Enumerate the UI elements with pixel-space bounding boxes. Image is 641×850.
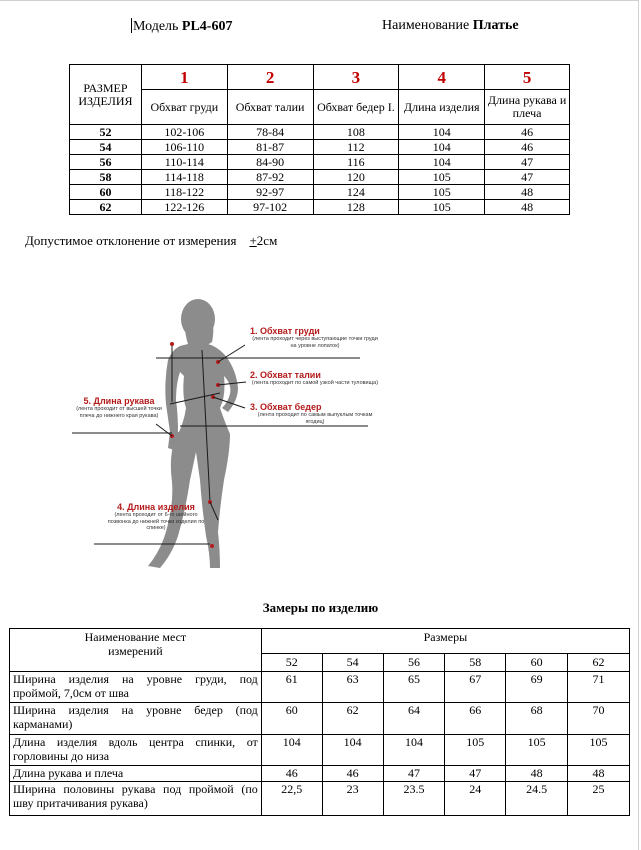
- measure-value-cell: 69: [506, 672, 568, 703]
- size-value-cell: 81-87: [227, 140, 313, 155]
- size-header-cell: 58: [445, 653, 506, 671]
- annotation-hips: [250, 402, 380, 425]
- size-table-body: [70, 125, 570, 215]
- measure-name-cell: Длина изделия вдоль центра спинки, от горловины до низа: [10, 735, 262, 766]
- column-number: 1: [141, 65, 227, 90]
- measure-name-cell: Ширина изделия на уровне груди, под проймой, 7,0см от шва: [10, 672, 262, 703]
- measure-value-cell: 47: [383, 766, 445, 782]
- size-value-cell: 124: [313, 185, 399, 200]
- size-row: [70, 170, 570, 185]
- size-value-cell: 87-92: [227, 170, 313, 185]
- measure-value-cell: 61: [261, 672, 322, 703]
- measure-value-cell: 62: [322, 703, 383, 735]
- measure-row: [10, 672, 630, 703]
- size-value-cell: 92-97: [227, 185, 313, 200]
- annotation-description: (лента проходит от 6-го шейного позвонка до нижней точки изделия по спинке): [107, 512, 205, 531]
- measure-value-cell: 66: [445, 703, 506, 735]
- column-header: Обхват бедер I.: [313, 90, 399, 125]
- size-row: [70, 125, 570, 140]
- size-value-cell: 118-122: [141, 185, 227, 200]
- annotation-title: 5. Длина рукава: [83, 396, 155, 406]
- annotation-description: (лента проходит по самым выпуклым точкам ягодиц): [257, 412, 373, 425]
- size-value-cell: 46: [485, 125, 570, 140]
- size-header-cell: 54: [322, 653, 383, 671]
- measure-value-cell: 48: [506, 766, 568, 782]
- model-header: [131, 18, 232, 35]
- size-row: [70, 200, 570, 215]
- measure-value-cell: 70: [568, 703, 630, 735]
- size-value-cell: 47: [485, 155, 570, 170]
- measure-value-cell: 48: [568, 766, 630, 782]
- measure-value-cell: 105: [568, 735, 630, 766]
- size-value-cell: 106-110: [141, 140, 227, 155]
- annotation-title: 4. Длина изделия: [117, 502, 195, 512]
- size-value-cell: 102-106: [141, 125, 227, 140]
- size-header-cell: 52: [261, 653, 322, 671]
- measure-value-cell: 68: [506, 703, 568, 735]
- size-value-cell: 78-84: [227, 125, 313, 140]
- annotation-description: (лента проходит по самой узкой части туловища): [251, 380, 379, 386]
- size-row: [70, 155, 570, 170]
- size-cell: 60: [70, 185, 142, 200]
- size-cell: 58: [70, 170, 142, 185]
- size-value-cell: 114-118: [141, 170, 227, 185]
- sizes-label: Размеры: [261, 629, 629, 654]
- measure-value-cell: 24.5: [506, 782, 568, 816]
- size-value-cell: 84-90: [227, 155, 313, 170]
- measures-corner-label: Наименование мест измерений: [10, 629, 262, 672]
- measure-name-cell: Ширина половины рукава под проймой (по шву притачивания рукава): [10, 782, 262, 816]
- size-row: [70, 140, 570, 155]
- annotation-title: 2. Обхват талии: [250, 370, 321, 380]
- measures-table-body: [10, 672, 630, 816]
- annotation-sleeve: [74, 396, 164, 419]
- annotation-title: 3. Обхват бедер: [250, 402, 322, 412]
- size-value-cell: 108: [313, 125, 399, 140]
- measure-value-cell: 104: [261, 735, 322, 766]
- size-cell: 52: [70, 125, 142, 140]
- column-header: Обхват талии: [227, 90, 313, 125]
- size-value-cell: 105: [399, 185, 485, 200]
- tolerance-plus-minus: +: [249, 233, 257, 248]
- annotation-waist: [250, 370, 380, 387]
- measure-name-cell: Ширина изделия на уровне бедер (под карманами): [10, 703, 262, 735]
- size-cell: 62: [70, 200, 142, 215]
- column-header: Обхват груди: [141, 90, 227, 125]
- tolerance-value: 2см: [256, 233, 278, 248]
- name-header: [382, 18, 519, 34]
- column-number: 4: [399, 65, 485, 90]
- size-value-cell: 104: [399, 140, 485, 155]
- size-value-cell: 104: [399, 125, 485, 140]
- size-value-cell: 122-126: [141, 200, 227, 215]
- measure-value-cell: 22,5: [261, 782, 322, 816]
- size-header-cell: 62: [568, 653, 630, 671]
- measure-value-cell: 46: [261, 766, 322, 782]
- annotation-title: 1. Обхват груди: [250, 326, 320, 336]
- tolerance-note: [25, 233, 277, 249]
- measure-value-cell: 64: [383, 703, 445, 735]
- measure-value-cell: 65: [383, 672, 445, 703]
- measure-value-cell: 104: [383, 735, 445, 766]
- model-value: PL4-607: [181, 19, 233, 34]
- measure-value-cell: 71: [568, 672, 630, 703]
- measure-value-cell: 25: [568, 782, 630, 816]
- measure-value-cell: 104: [322, 735, 383, 766]
- size-value-cell: 105: [399, 170, 485, 185]
- measure-name-cell: Длина рукава и плеча: [10, 766, 262, 782]
- size-table-header-row: [70, 90, 570, 125]
- measure-row: [10, 782, 630, 816]
- measure-value-cell: 60: [261, 703, 322, 735]
- size-row: [70, 185, 570, 200]
- size-value-cell: 104: [399, 155, 485, 170]
- size-header-cell: 60: [506, 653, 568, 671]
- column-header: Длина изделия: [399, 90, 485, 125]
- size-value-cell: 48: [485, 185, 570, 200]
- size-value-cell: 105: [399, 200, 485, 215]
- measure-value-cell: 23.5: [383, 782, 445, 816]
- size-value-cell: 120: [313, 170, 399, 185]
- size-table-number-row: [70, 65, 570, 90]
- measure-value-cell: 46: [322, 766, 383, 782]
- size-corner-label: РАЗМЕР ИЗДЕЛИЯ: [70, 65, 142, 125]
- column-header: Длина рукава и плеча: [485, 90, 570, 125]
- text-cursor: [131, 18, 132, 33]
- size-value-cell: 112: [313, 140, 399, 155]
- size-cell: 54: [70, 140, 142, 155]
- measure-value-cell: 47: [445, 766, 506, 782]
- column-number: 3: [313, 65, 399, 90]
- measure-value-cell: 63: [322, 672, 383, 703]
- measure-value-cell: 24: [445, 782, 506, 816]
- tolerance-text: Допустимое отклонение от измерения: [25, 233, 237, 248]
- size-cell: 56: [70, 155, 142, 170]
- size-table: [69, 64, 570, 215]
- page-border-right: [638, 0, 639, 850]
- measures-title: Замеры по изделию: [262, 600, 379, 615]
- measurement-figure: [60, 292, 390, 582]
- size-value-cell: 116: [313, 155, 399, 170]
- measure-row: [10, 766, 630, 782]
- size-value-cell: 47: [485, 170, 570, 185]
- size-value-cell: 97-102: [227, 200, 313, 215]
- name-label: Наименование: [382, 18, 473, 33]
- measures-header-row: [10, 629, 630, 654]
- column-number: 5: [485, 65, 570, 90]
- measure-value-cell: 23: [322, 782, 383, 816]
- measure-value-cell: 105: [506, 735, 568, 766]
- size-value-cell: 48: [485, 200, 570, 215]
- model-label: Модель: [133, 19, 182, 34]
- annotation-length: [106, 502, 206, 532]
- measure-row: [10, 735, 630, 766]
- column-number: 2: [227, 65, 313, 90]
- size-value-cell: 128: [313, 200, 399, 215]
- annotation-description: (лента проходит от высшей точки плеча до нижнего края рукава): [76, 406, 162, 419]
- name-value: Платье: [472, 18, 519, 33]
- size-value-cell: 110-114: [141, 155, 227, 170]
- size-value-cell: 46: [485, 140, 570, 155]
- size-header-cell: 56: [383, 653, 445, 671]
- annotation-chest: [250, 326, 380, 349]
- annotation-description: (лента проходит через выступающие точки груди на уровне лопаток): [252, 336, 378, 349]
- measure-value-cell: 105: [445, 735, 506, 766]
- measure-value-cell: 67: [445, 672, 506, 703]
- page-border-top: [0, 0, 638, 1]
- measure-row: [10, 703, 630, 735]
- measures-table: [9, 628, 630, 816]
